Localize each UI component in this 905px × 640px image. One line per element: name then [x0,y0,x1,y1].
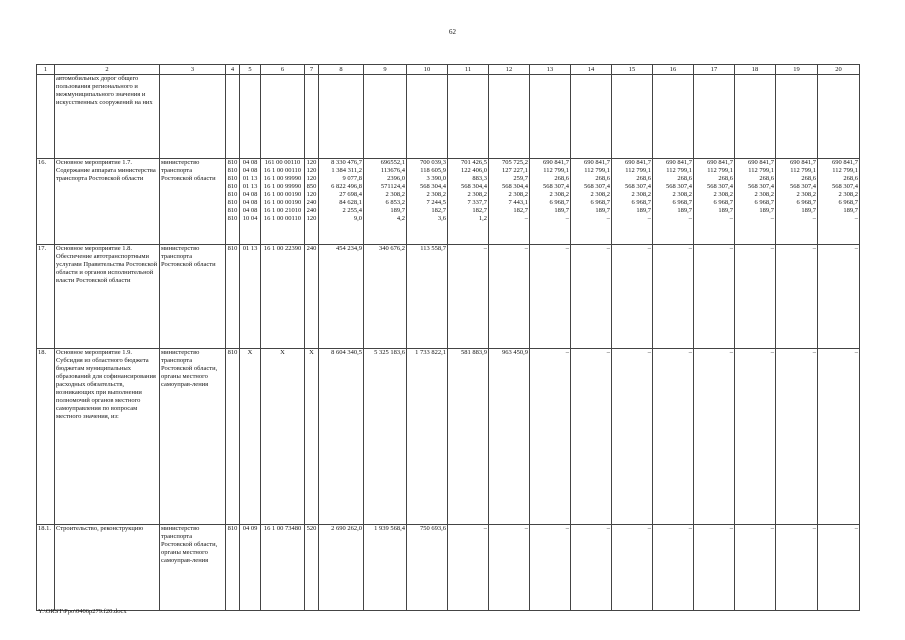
value-line: 112 799,1 [666,167,692,174]
table-row-16 [37,159,860,245]
value-line: – [524,215,528,222]
value-cell: 340 676,2 [364,245,407,349]
value-cell: – [818,349,860,525]
value-line: 182,7 [472,207,487,214]
value-line: 240 [306,199,317,206]
value-cell: – [489,525,530,611]
row-num: 18.1. [37,525,55,611]
value-cell: – [448,525,489,611]
value-cell: X [261,349,305,525]
value-line: 2 308,2 [508,191,528,198]
row-num: 18. [37,349,55,525]
measure-name: Основное мероприятие 1.7. Содержание аппарата министерства транспорта Ростовской области [55,159,160,245]
value-cell: 2 690 262,0 [319,525,364,611]
value-cell: 810 [226,525,240,611]
value-cell [305,159,319,245]
value-line: 268,6 [759,175,774,182]
value-line: 84 628,1 [339,199,362,206]
value-cell: – [489,245,530,349]
value-line: 6 968,7 [796,199,816,206]
value-cell: – [653,525,694,611]
value-line: 568 304,4 [420,183,446,190]
value-line: 268,6 [718,175,733,182]
value-line: 04 08 [242,207,258,214]
value-cell [261,159,305,245]
value-line: 120 [306,167,317,174]
value-line: 113676,4 [380,167,405,174]
value-cell: – [735,525,776,611]
value-line: – [688,215,692,222]
value-line: 7 244,5 [426,199,446,206]
value-line: 6 968,7 [549,199,569,206]
value-line: 7 337,7 [467,199,487,206]
value-line: 568 307,4 [584,183,610,190]
value-cell: 16 1 00 22390 [261,245,305,349]
value-line: 6 853,2 [385,199,405,206]
header-col: 12 [489,65,530,75]
page-number: 62 [449,28,456,36]
header-col: 18 [735,65,776,75]
header-col: 2 [55,65,160,75]
value-line: 2 255,4 [342,207,362,214]
value-cell: 520 [305,525,319,611]
value-line: 112 799,1 [790,167,816,174]
value-line: 16 1 00 00110 [263,215,302,222]
value-line: 2 308,2 [713,191,733,198]
header-col: 13 [530,65,571,75]
budget-table [36,64,860,611]
value-line: 268,6 [677,175,692,182]
value-cell [407,159,448,245]
value-line: 7 443,1 [508,199,528,206]
value-cell: X [240,349,261,525]
value-cell [364,159,407,245]
value-line: – [729,215,733,222]
measure-name: автомобильных дорог общего пользования регионального и межмуниципального значения и искусственных сооружений на них [55,75,160,159]
value-cell: – [612,525,653,611]
value-line: 01 13 [242,183,258,190]
row-num: 17. [37,245,55,349]
value-line: 112 799,1 [748,167,774,174]
executor: министерство транспорта Ростовской области [160,245,226,349]
value-line: 122 406,0 [461,167,487,174]
value-line: 810 [227,167,238,174]
value-cell [530,159,571,245]
value-cell [694,159,735,245]
value-cell: – [694,525,735,611]
value-line: 2 308,2 [549,191,569,198]
executor: министерство транспорта Ростовской области, органы местного самоуправ-ления [160,525,226,611]
value-cell: – [818,525,860,611]
value-line: 2 308,2 [426,191,446,198]
value-line: 16 1 00 99990 [263,175,302,182]
executor: министерство транспорта Ростовской области [160,159,226,245]
value-line: 6 968,7 [754,199,774,206]
value-cell: 240 [305,245,319,349]
value-cell [240,159,261,245]
value-line: 690 841,7 [543,159,569,166]
value-cell: – [776,349,818,525]
value-line: 1 384 311,2 [331,167,362,174]
value-line: 700 039,3 [420,159,446,166]
value-line: 189,7 [801,207,816,214]
value-line: 2 308,2 [385,191,405,198]
value-line: – [812,215,816,222]
value-line: 189,7 [759,207,774,214]
value-cell: 750 693,6 [407,525,448,611]
row-num: 16. [37,159,55,245]
value-cell: – [571,245,612,349]
value-line: 10 04 [242,215,258,222]
value-line: 127 227,1 [502,167,528,174]
value-line: 16 1 00 00110 [263,167,302,174]
header-col: 16 [653,65,694,75]
value-line: 161 00 00110 [264,159,301,166]
value-cell: X [305,349,319,525]
value-line: 810 [227,183,238,190]
value-cell [653,159,694,245]
value-line: 268,6 [636,175,651,182]
header-col: 6 [261,65,305,75]
value-line: 9 077,8 [342,175,362,182]
value-line: 568 307,4 [707,183,733,190]
value-line: 568 307,4 [832,183,858,190]
value-line: 2 308,2 [467,191,487,198]
value-line: 189,7 [595,207,610,214]
value-cell: – [612,349,653,525]
value-cell: – [448,245,489,349]
value-cell: – [530,349,571,525]
value-line: 27 698,4 [339,191,362,198]
header-row [37,65,860,75]
table-row-18 [37,349,860,525]
value-cell: – [653,245,694,349]
value-line: – [606,215,610,222]
value-cell: – [694,245,735,349]
value-cell: 963 450,9 [489,349,530,525]
value-line: 690 841,7 [707,159,733,166]
value-line: 568 307,4 [625,183,651,190]
value-line: 04 08 [242,191,258,198]
value-line: 182,7 [431,207,446,214]
header-col: 7 [305,65,319,75]
value-cell: – [571,525,612,611]
value-line: 705 725,2 [502,159,528,166]
value-line: 8 330 476,7 [331,159,362,166]
header-col: 15 [612,65,653,75]
value-line: 112 799,1 [584,167,610,174]
value-cell: – [653,349,694,525]
value-cell: – [776,525,818,611]
value-line: 2 308,2 [754,191,774,198]
value-line: 883,3 [472,175,487,182]
value-line: 810 [227,159,238,166]
value-line: 120 [306,175,317,182]
value-line: 268,6 [843,175,858,182]
header-col: 1 [37,65,55,75]
value-line: 16 1 00 21010 [263,207,302,214]
header-col: 8 [319,65,364,75]
value-line: 04 08 [242,159,258,166]
value-line: 189,7 [718,207,733,214]
value-cell: – [530,245,571,349]
value-line: 6 968,7 [838,199,858,206]
value-line: 568 304,4 [502,183,528,190]
value-cell: 581 883,9 [448,349,489,525]
value-line: 571124,4 [380,183,405,190]
value-line: 189,7 [843,207,858,214]
header-col: 3 [160,65,226,75]
value-cell: – [571,349,612,525]
value-line: 2 308,2 [631,191,651,198]
value-line: 3,6 [437,215,446,222]
value-line: 6 968,7 [631,199,651,206]
value-cell: 454 234,9 [319,245,364,349]
value-line: 690 841,7 [832,159,858,166]
value-line: – [647,215,651,222]
value-line: 6 822 496,8 [331,183,362,190]
value-cell [818,159,860,245]
value-line: 112 799,1 [707,167,733,174]
file-path-footer: Y:\ORST\Ppo\0406p279.f20.docx [38,608,127,615]
value-line: 1,2 [478,215,487,222]
value-line: 690 841,7 [584,159,610,166]
value-line: 189,7 [390,207,405,214]
value-line: 696552,1 [380,159,405,166]
value-line: 568 307,4 [543,183,569,190]
value-line: 04 08 [242,199,258,206]
value-cell: 04 09 [240,525,261,611]
value-cell [571,159,612,245]
value-line: 690 841,7 [666,159,692,166]
header-col: 5 [240,65,261,75]
value-cell [735,159,776,245]
table-row-17 [37,245,860,349]
value-line: 189,7 [677,207,692,214]
header-col: 17 [694,65,735,75]
table-row-18-1 [37,525,860,611]
value-cell: – [735,245,776,349]
value-cell [612,159,653,245]
value-line: 259,7 [513,175,528,182]
value-cell [448,159,489,245]
value-cell: – [694,349,735,525]
value-line: 112 799,1 [543,167,569,174]
value-line: 810 [227,207,238,214]
value-line: 568 304,4 [461,183,487,190]
value-cell [319,159,364,245]
value-line: 2 308,2 [796,191,816,198]
value-line: 120 [306,215,317,222]
value-line: 2396,0 [387,175,405,182]
header-col: 20 [818,65,860,75]
value-line: 690 841,7 [625,159,651,166]
value-line: 04 08 [242,167,258,174]
value-line: 118 605,9 [420,167,446,174]
table-row [37,75,860,159]
value-cell: – [735,349,776,525]
value-line: 240 [306,207,317,214]
value-cell [776,159,818,245]
header-col: 9 [364,65,407,75]
measure-name: Строительство, реконструкцию [55,525,160,611]
value-line: – [854,215,858,222]
value-line: 568 307,4 [748,183,774,190]
value-line: 690 841,7 [748,159,774,166]
value-line: 6 968,7 [713,199,733,206]
header-col: 11 [448,65,489,75]
value-cell: 5 325 183,6 [364,349,407,525]
header-col: 19 [776,65,818,75]
value-cell: 01 13 [240,245,261,349]
value-cell: – [612,245,653,349]
value-line: – [565,215,569,222]
value-line: 568 307,4 [790,183,816,190]
value-line: 120 [306,159,317,166]
value-line: 16 1 00 00190 [263,191,302,198]
value-line: 810 [227,199,238,206]
value-line: 810 [227,191,238,198]
value-cell: – [530,525,571,611]
value-cell [226,159,240,245]
value-cell: 113 558,7 [407,245,448,349]
value-line: 268,6 [554,175,569,182]
value-line: 16 1 00 99990 [263,183,302,190]
value-line: 690 841,7 [790,159,816,166]
header-col: 4 [226,65,240,75]
value-line: 4,2 [396,215,405,222]
value-cell [489,159,530,245]
value-line: 810 [227,175,238,182]
value-line: 810 [227,215,238,222]
value-line: 268,6 [801,175,816,182]
value-cell: 16 1 00 73480 [261,525,305,611]
header-col: 14 [571,65,612,75]
value-line: 189,7 [636,207,651,214]
value-line: 2 308,2 [590,191,610,198]
value-line: 268,6 [595,175,610,182]
value-line: 120 [306,191,317,198]
value-cell: 810 [226,349,240,525]
value-cell: 8 604 340,5 [319,349,364,525]
value-line: 2 308,2 [672,191,692,198]
value-line: 112 799,1 [832,167,858,174]
value-cell: 1 939 568,4 [364,525,407,611]
value-cell: – [776,245,818,349]
executor: министерство транспорта Ростовской области, органы местного самоуправ-ления [160,349,226,525]
value-line: 9,0 [353,215,362,222]
value-line: 2 308,2 [838,191,858,198]
measure-name: Основное мероприятие 1.8. Обеспечение автотранспортными услугами Правительства Ростовской области и органов исполнительной власти Ростовской области [55,245,160,349]
value-cell: 1 733 822,1 [407,349,448,525]
row-num [37,75,55,159]
value-line: 6 968,7 [672,199,692,206]
value-cell: 810 [226,245,240,349]
value-line: 16 1 00 00190 [263,199,302,206]
value-line: 112 799,1 [625,167,651,174]
header-col: 10 [407,65,448,75]
value-line: – [770,215,774,222]
value-line: 3 390,0 [426,175,446,182]
value-line: 568 307,4 [666,183,692,190]
value-line: 189,7 [554,207,569,214]
value-cell: – [818,245,860,349]
value-line: 701 426,5 [461,159,487,166]
value-line: 850 [306,183,317,190]
value-line: 6 968,7 [590,199,610,206]
value-line: 182,7 [513,207,528,214]
measure-name: Основное мероприятие 1.9. Субсидия из областного бюджета бюджетам муниципальных образований для софинансирования расходных обязательств, возникающих при выполнении полномочий органов местного самоуправления по вопросам местного значения, из: [55,349,160,525]
value-line: 01 13 [242,175,258,182]
